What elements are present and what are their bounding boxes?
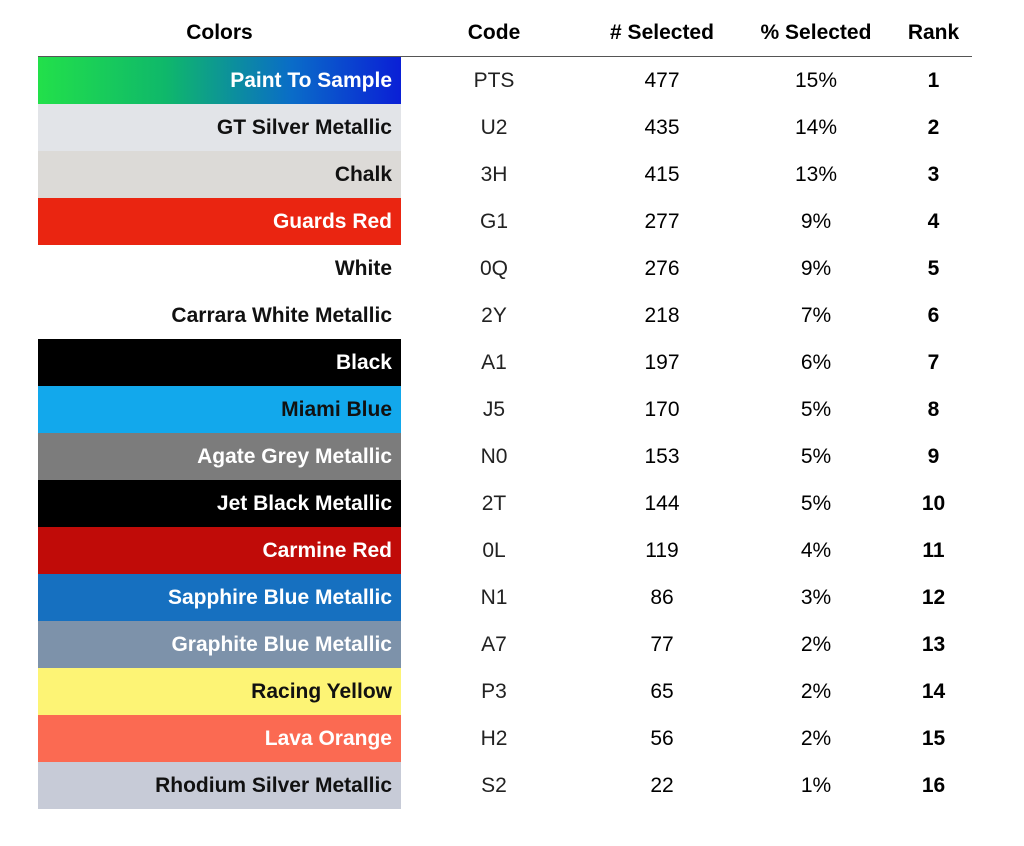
table-row bbox=[38, 527, 972, 574]
table-header bbox=[38, 10, 972, 57]
color-name-cell: Racing Yellow bbox=[38, 668, 401, 715]
color-selection-table bbox=[38, 10, 972, 809]
rank-cell: 4 bbox=[927, 209, 940, 233]
header-colors: Colors bbox=[186, 21, 253, 44]
code-cell: 3H bbox=[480, 162, 508, 186]
code-cell: A7 bbox=[481, 632, 507, 656]
selected-percent-cell: 13% bbox=[794, 162, 838, 186]
selected-count-cell: 277 bbox=[644, 209, 680, 233]
header-percent: % Selected bbox=[760, 21, 872, 44]
code-cell: U2 bbox=[480, 115, 508, 139]
color-name-cell: Lava Orange bbox=[38, 715, 401, 762]
selected-percent-cell: 5% bbox=[800, 397, 832, 421]
selected-count-cell: 22 bbox=[650, 773, 674, 797]
rank-cell: 12 bbox=[921, 585, 946, 609]
selected-count-cell: 86 bbox=[650, 585, 674, 609]
selected-percent-cell: 2% bbox=[800, 726, 832, 750]
table-row bbox=[38, 292, 972, 339]
selected-percent-cell: 7% bbox=[800, 303, 832, 327]
color-name-cell: GT Silver Metallic bbox=[38, 104, 401, 151]
table-row bbox=[38, 151, 972, 198]
color-name-cell: Carmine Red bbox=[38, 527, 401, 574]
code-cell: S2 bbox=[481, 773, 507, 797]
code-cell: 2Y bbox=[481, 303, 507, 327]
rank-cell: 14 bbox=[921, 679, 946, 703]
selected-count-cell: 56 bbox=[650, 726, 674, 750]
table-row bbox=[38, 386, 972, 433]
rank-cell: 13 bbox=[921, 632, 946, 656]
selected-percent-cell: 14% bbox=[794, 115, 838, 139]
code-cell: N1 bbox=[480, 585, 508, 609]
rank-cell: 6 bbox=[927, 303, 940, 327]
selected-percent-cell: 5% bbox=[800, 491, 832, 515]
rank-cell: 9 bbox=[927, 444, 940, 468]
header-code: Code bbox=[467, 21, 521, 44]
rank-cell: 3 bbox=[927, 162, 940, 186]
selected-count-cell: 153 bbox=[644, 444, 680, 468]
selected-count-cell: 119 bbox=[645, 538, 679, 562]
selected-count-cell: 435 bbox=[644, 115, 680, 139]
table-row bbox=[38, 715, 972, 762]
color-name-cell: Guards Red bbox=[38, 198, 401, 245]
selected-percent-cell: 15% bbox=[794, 68, 838, 92]
table-row bbox=[38, 762, 972, 809]
color-name-cell: Paint To Sample bbox=[38, 57, 401, 104]
rank-cell: 16 bbox=[921, 773, 946, 797]
table-body bbox=[38, 57, 972, 809]
table-row bbox=[38, 104, 972, 151]
code-cell: 0Q bbox=[479, 256, 508, 280]
code-cell: A1 bbox=[481, 350, 507, 374]
rank-cell: 8 bbox=[927, 397, 940, 421]
table-row bbox=[38, 574, 972, 621]
selected-percent-cell: 1% bbox=[800, 773, 832, 797]
rank-cell: 5 bbox=[927, 256, 940, 280]
selected-count-cell: 415 bbox=[644, 162, 680, 186]
selected-percent-cell: 4% bbox=[800, 538, 832, 562]
table-row bbox=[38, 433, 972, 480]
color-name-cell: Miami Blue bbox=[38, 386, 401, 433]
code-cell: P3 bbox=[481, 679, 507, 703]
color-name-cell: Jet Black Metallic bbox=[38, 480, 401, 527]
rank-cell: 2 bbox=[927, 115, 940, 139]
table-row bbox=[38, 57, 972, 104]
color-name-cell: Carrara White Metallic bbox=[38, 292, 401, 339]
selected-count-cell: 170 bbox=[644, 397, 680, 421]
color-name-cell: White bbox=[38, 245, 401, 292]
code-cell: G1 bbox=[479, 209, 508, 233]
selected-count-cell: 218 bbox=[644, 303, 680, 327]
header-selected: # Selected bbox=[610, 21, 714, 44]
table-row bbox=[38, 668, 972, 715]
selected-count-cell: 144 bbox=[644, 491, 680, 515]
header-rank: Rank bbox=[907, 21, 960, 44]
code-cell: 0L bbox=[482, 538, 506, 562]
code-cell: PTS bbox=[473, 68, 515, 92]
color-name-cell: Agate Grey Metallic bbox=[38, 433, 401, 480]
selected-percent-cell: 2% bbox=[800, 632, 832, 656]
selected-count-cell: 197 bbox=[644, 350, 680, 374]
color-name-cell: Chalk bbox=[38, 151, 401, 198]
selected-percent-cell: 5% bbox=[800, 444, 832, 468]
color-name-cell: Graphite Blue Metallic bbox=[38, 621, 401, 668]
rank-cell: 1 bbox=[927, 68, 940, 92]
table-row bbox=[38, 245, 972, 292]
rank-cell: 10 bbox=[921, 491, 946, 515]
table-row bbox=[38, 339, 972, 386]
color-name-cell: Black bbox=[38, 339, 401, 386]
selected-percent-cell: 6% bbox=[800, 350, 832, 374]
code-cell: N0 bbox=[480, 444, 508, 468]
rank-cell: 15 bbox=[921, 726, 946, 750]
selected-percent-cell: 2% bbox=[800, 679, 832, 703]
selected-percent-cell: 9% bbox=[800, 256, 832, 280]
selected-count-cell: 477 bbox=[644, 68, 680, 92]
color-name-cell: Rhodium Silver Metallic bbox=[38, 762, 401, 809]
code-cell: 2T bbox=[481, 491, 507, 515]
selected-percent-cell: 9% bbox=[800, 209, 832, 233]
rank-cell: 7 bbox=[927, 350, 940, 374]
code-cell: H2 bbox=[480, 726, 508, 750]
color-name-cell: Sapphire Blue Metallic bbox=[38, 574, 401, 621]
code-cell: J5 bbox=[482, 397, 506, 421]
selected-count-cell: 276 bbox=[644, 256, 680, 280]
selected-count-cell: 65 bbox=[650, 679, 674, 703]
table-row bbox=[38, 198, 972, 245]
rank-cell: 11 bbox=[922, 538, 945, 562]
table-row bbox=[38, 480, 972, 527]
selected-count-cell: 77 bbox=[650, 632, 674, 656]
selected-percent-cell: 3% bbox=[800, 585, 832, 609]
table-row bbox=[38, 621, 972, 668]
